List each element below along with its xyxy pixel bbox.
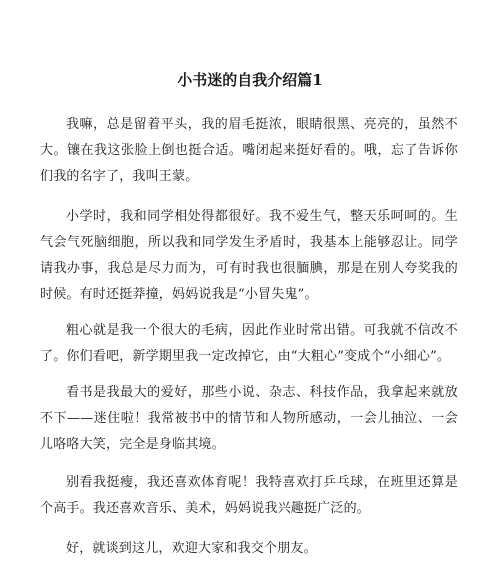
paragraph-appearance: 我嘛，总是留着平头，我的眉毛挺浓，眼睛很黑、亮亮的，虽然不大。镶在我这张脸上倒也挺合适。嘴闭起来挺好看的。哦，忘了告诉你们我的名字了，我叫王蒙。 (40, 117, 458, 184)
paragraph-classmates: 小学时，我和同学相处得都很好。我不爱生气，整天乐呵呵的。生气会气死脑细胞，所以我和同学发生矛盾时，我基本上能够忍让。同学请我办事，我总是尽力而为，可有时我也很腼腆，那是在别人夸奖我的时候。有时还挺莽撞，妈妈说我是“小冒失鬼”。 (40, 209, 458, 302)
paragraph-carelessness: 粗心就是我一个很大的毛病，因此作业时常出错。可我就不信改不了。你们看吧，新学期里我一定改掉它，由“大粗心”变成个“小细心”。 (40, 323, 458, 364)
paragraph-hobbies: 别看我挺瘦，我还喜欢体育呢！我特喜欢打乒乓球，在班里还算是个高手。我还喜欢音乐、美术，妈妈说我兴趣挺广泛的。 (40, 475, 458, 516)
paragraph-closing: 好，就谈到这儿，欢迎大家和我交个朋友。 (66, 541, 317, 556)
document-title: 小书迷的自我介绍篇1 (177, 71, 323, 89)
paragraph-reading: 看书是我最大的爱好，那些小说、杂志、科技作品，我拿起来就放不下——迷住啦！我常被书中的情节和人物所感动，一会儿抽泣、一会儿咯咯大笑，完全是身临其境。 (40, 385, 458, 452)
